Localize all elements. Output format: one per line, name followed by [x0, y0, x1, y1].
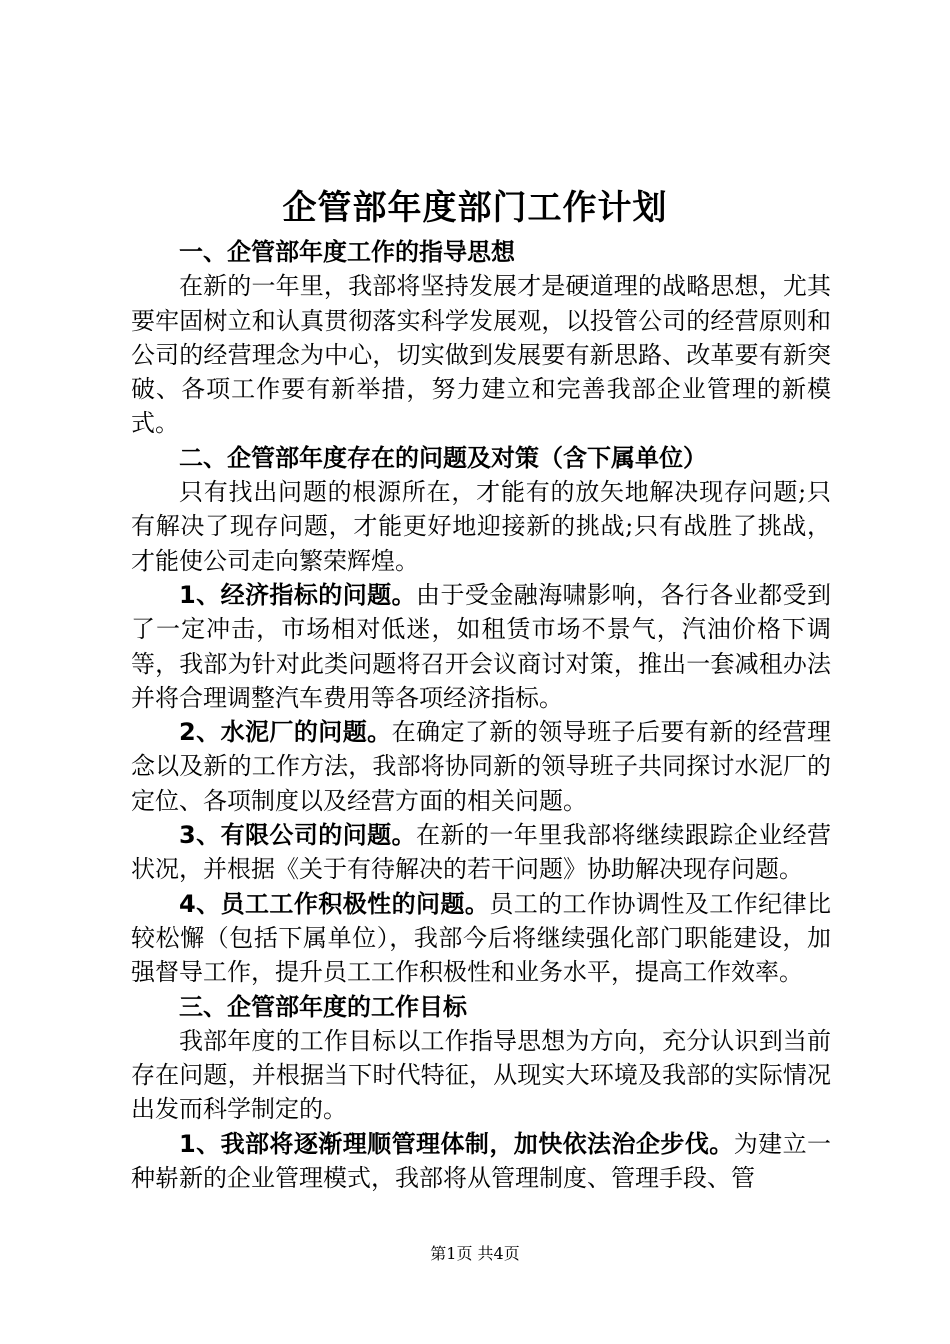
numbered-paragraph — [131, 578, 831, 715]
section-heading-text: 三、企管部年度的工作目标 — [179, 992, 467, 1021]
numbered-paragraph — [131, 715, 831, 818]
page-footer: 第1页 共4页 — [430, 1244, 520, 1263]
paragraph-text: 只有找出问题的根源所在，才能有的放矢地解决现存问题;只有解决了现存问题，才能更好地迎接新的挑战;只有战胜了挑战，才能使公司走向繁荣辉煌。 — [131, 478, 831, 575]
paragraph-lead: 3、有限公司的问题。 — [179, 821, 417, 850]
paragraph-text: 在新的一年里，我部将坚持发展才是硬道理的战略思想，尤其要牢固树立和认真贯彻落实科学发展观，以投管公司的经营原则和公司的经营理念为中心，切实做到发展要有新思路、改革要有新突破、各项工作要有新举措，努力建立和完善我部企业管理的新模式。 — [131, 272, 831, 438]
paragraph-text: 为建立一种崭新的企业管理模式，我部将从管理制度、管理手段、管 — [131, 1129, 832, 1193]
paragraph-text: 在新的一年里我部将继续跟踪企业经营状况，并根据《关于有待解决的若干问题》协助解决现存问题。 — [131, 821, 831, 884]
section-heading — [131, 235, 831, 269]
paragraph-text: 员工的工作协调性及工作纪律比较松懈（包括下属单位），我部今后将继续强化部门职能建设，加强督导工作，提升员工工作积极性和业务水平，提高工作效率。 — [131, 889, 832, 987]
paragraph-lead: 2、水泥厂的问题。 — [179, 718, 392, 747]
body-paragraph — [131, 475, 831, 578]
section-heading — [131, 990, 831, 1024]
paragraph-lead: 1、我部将逐渐理顺管理体制，加快依法治企步伐。 — [179, 1129, 734, 1158]
paragraph-text: 由于受金融海啸影响，各行各业都受到了一定冲击，市场相对低迷，如租赁市场不景气，汽油价格下调等，我部为针对此类问题将召开会议商讨对策，推出一套减租办法并将合理调整汽车费用等各项经济指标。 — [131, 580, 831, 712]
paragraph-text: 我部年度的工作目标以工作指导思想为方向，充分认识到当前存在问题，并根据当下时代特征，从现实大环境及我部的实际情况出发而科学制定的。 — [131, 1026, 831, 1124]
body-paragraph — [131, 269, 831, 440]
paragraph-lead: 4、员工工作积极性的问题。 — [179, 889, 490, 918]
paragraph-text: 在确定了新的领导班子后要有新的经营理念以及新的工作方法，我部将协同新的领导班子共同探讨水泥厂的定位、各项制度以及经营方面的相关问题。 — [131, 718, 831, 815]
section-heading — [131, 441, 831, 475]
section-heading-text: 二、企管部年度存在的问题及对策（含下属单位） — [179, 443, 707, 472]
document-body — [131, 235, 831, 1195]
numbered-paragraph — [131, 818, 831, 887]
section-heading-text: 一、企管部年度工作的指导思想 — [179, 238, 515, 266]
numbered-paragraph — [131, 1127, 831, 1196]
numbered-paragraph — [131, 887, 831, 990]
document-title: 企管部年度部门工作计划 — [282, 188, 668, 228]
body-paragraph — [131, 1024, 831, 1127]
paragraph-lead: 1、经济指标的问题。 — [179, 580, 417, 609]
